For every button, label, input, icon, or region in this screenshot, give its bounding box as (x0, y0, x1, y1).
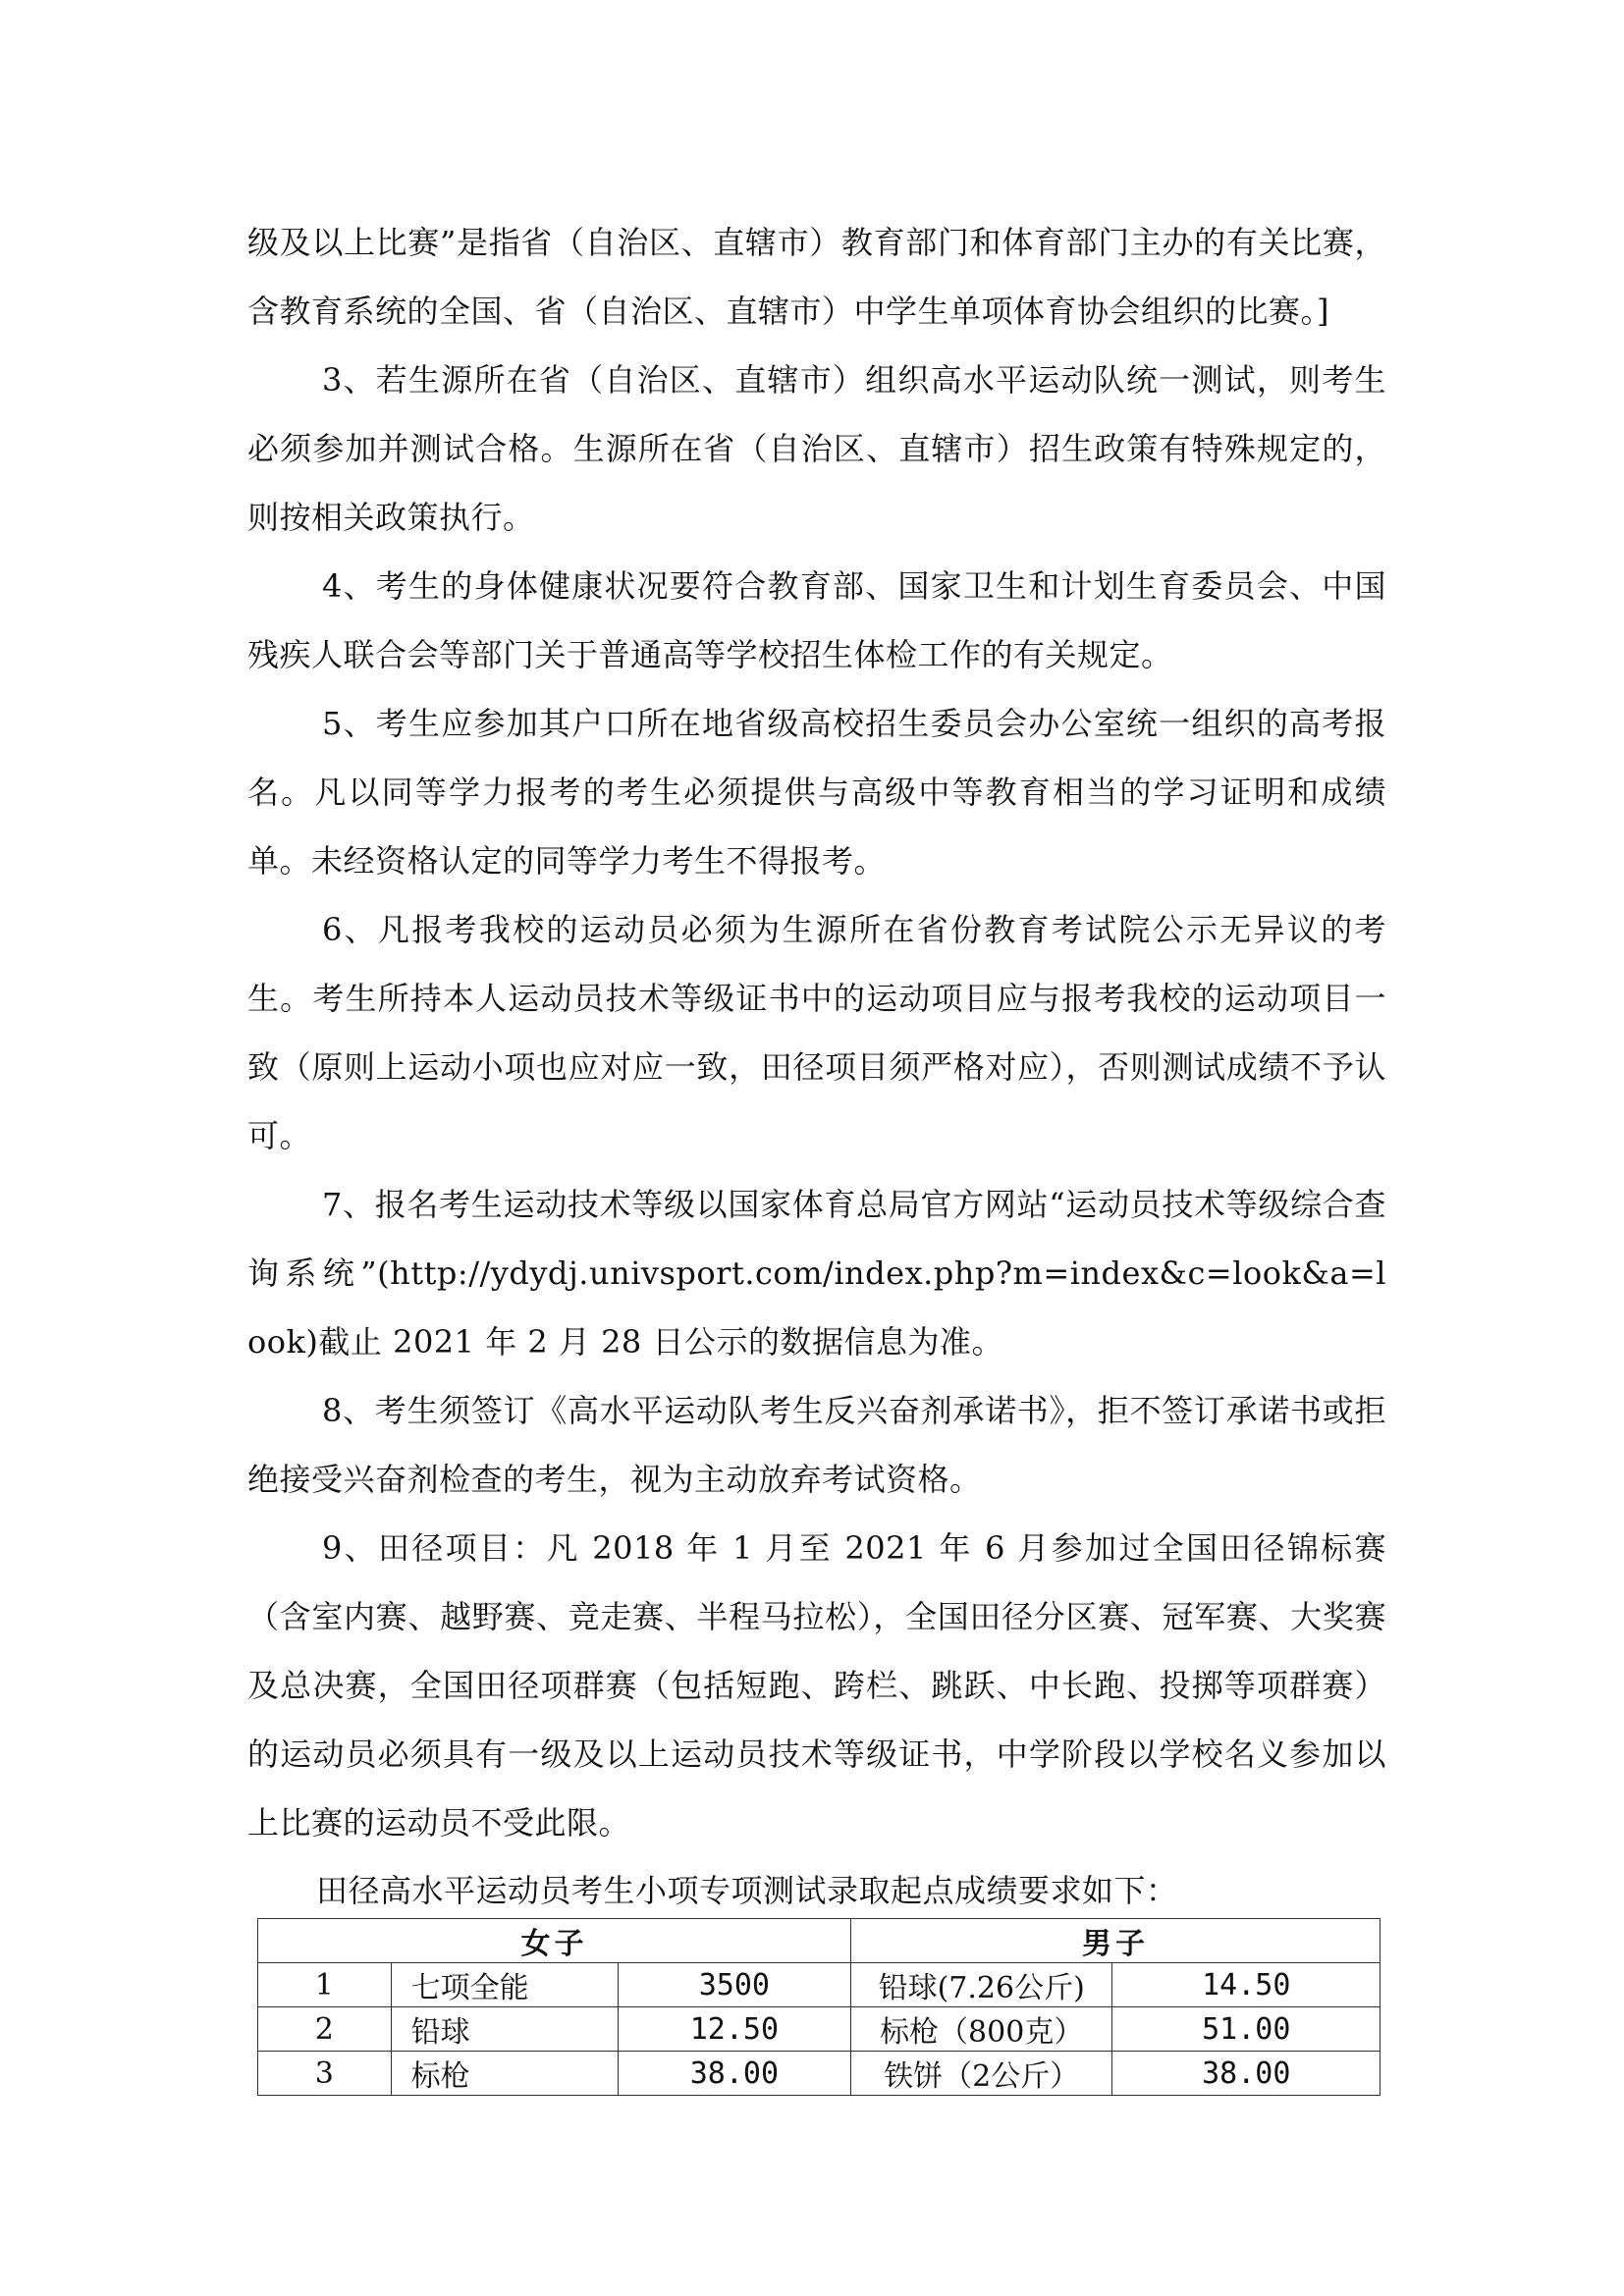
row-number: 1 (258, 1963, 392, 2007)
header-men: 男子 (850, 1919, 1380, 1963)
paragraph-continuation: 级及以上比赛”是指省（自治区、直辖市）教育部门和体育部门主办的有关比赛，含教育系统的全国、省（自治区、直辖市）中学生单项体育协会组织的比赛。] (247, 224, 1386, 330)
row-number: 3 (258, 2052, 392, 2096)
men-score: 38.00 (1112, 2052, 1380, 2096)
table-row (258, 2052, 1380, 2096)
table-header-row (258, 1919, 1380, 1963)
paragraph-item-7: 7、报名考生运动技术等级以国家体育总局官方网站“运动员技术等级综合查询系统”(http://ydydj.univsport.com/index.php?m=index&c=look&a=look)截止 2021 年 2 月 28 日公示的数据信息为准。 (247, 1186, 1386, 1361)
women-event: 七项全能 (391, 1963, 618, 2007)
women-event: 铅球 (391, 2007, 618, 2052)
paragraph-item-4: 4、考生的身体健康状况要符合教育部、国家卫生和计划生育委员会、中国残疾人联合会等部门关于普通高等学校招生体检工作的有关规定。 (247, 567, 1386, 673)
row-number: 2 (258, 2007, 392, 2052)
men-event: 铅球(7.26公斤) (850, 1963, 1112, 2007)
paragraph-item-6: 6、凡报考我校的运动员必须为生源所在省份教育考试院公示无异议的考生。考生所持本人运动员技术等级证书中的运动项目应与报考我校的运动项目一致（原则上运动小项也应对应一致，田径项目须严格对应），否则测试成绩不予认可。 (247, 911, 1386, 1154)
header-women: 女子 (258, 1919, 851, 1963)
paragraph-item-9: 9、田径项目：凡 2018 年 1 月至 2021 年 6 月参加过全国田径锦标赛（含室内赛、越野赛、竞走赛、半程马拉松），全国田径分区赛、冠军赛、大奖赛及总决赛，全国田径项群赛（包括短跑、跨栏、跳跃、中长跑、投掷等项群赛）的运动员必须具有一级及以上运动员技术等级证书，中学阶段以学校名义参加以上比赛的运动员不受此限。 (247, 1529, 1386, 1842)
women-score: 3500 (618, 1963, 850, 2007)
requirements-table (257, 1918, 1380, 2096)
men-score: 14.50 (1112, 1963, 1380, 2007)
paragraph-item-3: 3、若生源所在省（自治区、直辖市）组织高水平运动队统一测试，则考生必须参加并测试合格。生源所在省（自治区、直辖市）招生政策有特殊规定的，则按相关政策执行。 (247, 361, 1386, 536)
paragraph-item-8: 8、考生须签订《高水平运动队考生反兴奋剂承诺书》，拒不签订承诺书或拒绝接受兴奋剂检查的考生，视为主动放弃考试资格。 (247, 1392, 1386, 1498)
men-event: 标枪（800克） (850, 2007, 1112, 2052)
body-text (247, 208, 1386, 1857)
men-score: 51.00 (1112, 2007, 1380, 2052)
table-row (258, 1963, 1380, 2007)
paragraph-item-5: 5、考生应参加其户口所在地省级高校招生委员会办公室统一组织的高考报名。凡以同等学力报考的考生必须提供与高级中等教育相当的学习证明和成绩单。未经资格认定的同等学力考生不得报考。 (247, 705, 1386, 880)
men-event: 铁饼（2公斤） (850, 2052, 1112, 2096)
women-event: 标枪 (391, 2052, 618, 2096)
table-row (258, 2007, 1380, 2052)
table-caption: 田径高水平运动员考生小项专项测试录取起点成绩要求如下： (316, 1872, 1178, 1909)
women-score: 12.50 (618, 2007, 850, 2052)
women-score: 38.00 (618, 2052, 850, 2096)
